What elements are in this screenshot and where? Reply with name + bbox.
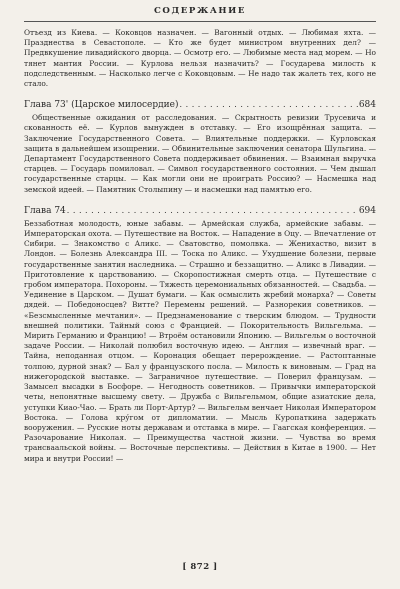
chapter-heading-74 (24, 205, 376, 217)
chapter-summary-74: Беззаботная молодость, юные забавы. — Армейская служба, армейские забавы. — Императорская охота. — Путешествие на Восток. — Нападение в Оцу. — Впечатление от Сибири. — Знакомство с Аликс. — Сватовство, помолвка. — Женихаство, визит в Лондон. — Болезнь Александра III. — Тоска по Аликс. — Ухудшение болезни, первые государственные занятия наследника. — Страшно и беззащитно. — Аликс в Ливадии. — Приготовление к царствованию. — Скоропостижная смерть отца. — Путешествие с гробом императора. Похороны. — Тяжесть церемониальных обязанностей. — Свадьба. — Уединение в Царском. — Душат бумаги. — Как осмыслить жребий монарха? — Советы дядей. — Победоносцев? Витте? Перемены решений. — Разнорекия советников. — «Безсмысленные мечтания». — Предзнаменование с тверским блюдом. — Трудности внешней политики. Тайный союз с Францией. — Покорительность Вильгельма. — Мирить Германию и Францию! — Втроём остановили Японию. — Вильгельм о восточной задаче России. — Николай полюбил восточную идею. — Англия — извечный враг. — Тайна, неподанная отцом. — Коронация обещает перерождение. — Растоптанные толпою, дурной знак? — Бал у французского посла. — Милость к виновным. — Град на нижегородской выставке. — Заграничное путешествие. — Поверил французам. — Замысел высадки в Босфоре. — Негодность советников. — Привычки императорской четы, непонятные высшему свету. — Дружба с Вильгельмом, общие азиатские дела, уступки Киао-Чао. — Брать ли Порт-Артур? — Вильгельм венчает Николая Императором Востока. — Голова кру́гом от дипломатии. — Мысль Куропаткина задержать вооружения. — Русские ноты державам и отставка в мире. — Гаагская конференция. — Разочарование Николая. — Преимущества частной жизни. — Чувства во время трансваальской войны. — Восточные перспективы. — Действия в Китае в 1900. — Нет мира и внутри России! — (24, 218, 376, 463)
chapter-title: Глава 73' (Царское милосердие) (24, 100, 179, 111)
document-page (24, 6, 376, 584)
header-rule (24, 21, 376, 22)
page-header: СОДЕРЖАНИЕ (153, 6, 247, 16)
chapter-summary-73: Общественные ожидания от расследования. — Скрытность ревизии Трусевича и скованность её. — Курлов вынужден в отставку. — Его изощрённая защита. — Заключение Государственного Совета. — Влиятельные поддержки. — Курловская защита в дальнейшем изощрении. — Обвинительные заключения сенатора Шульгина. — Департамент Государственного Совета поддерживает обвинения. — Взаимная выручка старцев. — Государь помиловал. — Символ государственного состояния. — Чем дышал государственные старцы. — Как могли они не проиграть Россию? — Насмешка над земской идеей. — Памятник Столыпину — и насмешки над памятью его. (24, 113, 376, 194)
page-number: [ 872 ] (182, 562, 218, 572)
intro-paragraph: Отъезд из Киева. — Коковцов назначен. — Вагонный отдых. — Любимая яхта. — Празднества в Севастополе. — Кто же будет министром внутренних дел? — Предвкушение ливадийского дворца. — Осмотр его. — Любимые места над морем. — Но тянет мантия России. — Курлова нельзя назначить? — Государева милость к подследственным. — Насколько легче с Коковцовым. — Не надо так жалеть тех, кого не стало. (24, 28, 376, 89)
dot-leader (180, 99, 358, 111)
chapter-heading-73 (24, 99, 376, 111)
dot-leader (67, 205, 358, 217)
chapter-page-number: 694 (358, 205, 376, 216)
chapter-page-number: 684 (358, 100, 376, 111)
chapter-title: Глава 74 (24, 205, 66, 216)
